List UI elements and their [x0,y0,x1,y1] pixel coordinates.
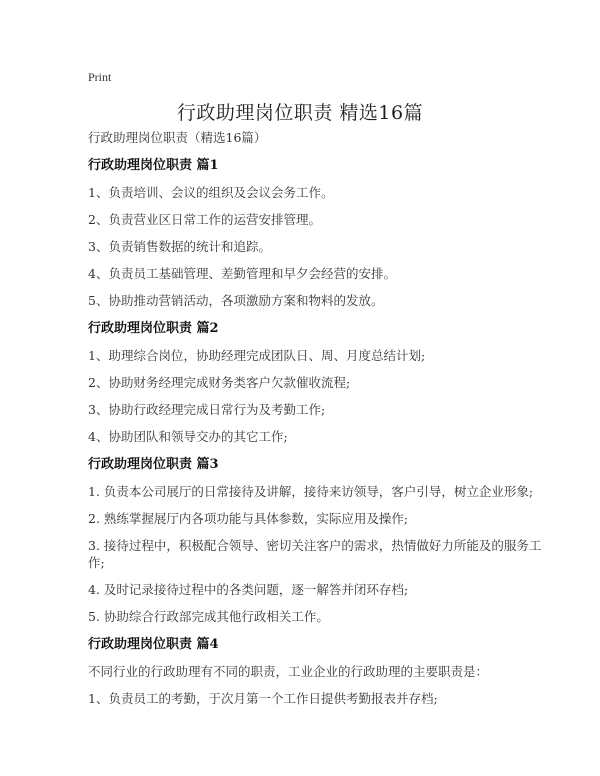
list-item: 1. 负责本公司展厅的日常接待及讲解，接待来访领导，客户引导，树立企业形象; [88,484,534,499]
list-item: 5. 协助综合行政部完成其他行政相关工作。 [88,609,329,624]
list-item: 4、负责员工基础管理、差勤管理和早夕会经营的安排。 [88,266,396,281]
list-item: 2. 熟练掌握展厅内各项功能与具体参数，实际应用及操作; [88,511,409,526]
section-heading-4: 行政助理岗位职责 篇4 [88,637,219,652]
list-item: 1、负责员工的考勤，于次月第一个工作日提供考勤报表并存档; [88,691,438,706]
list-item: 1、负责培训、会议的组织及会议会务工作。 [88,185,334,200]
print-label: Print [88,70,112,84]
section-heading-2: 行政助理岗位职责 篇2 [88,321,219,336]
list-item: 3. 接待过程中，积极配合领导、密切关注客户的需求，热情做好力所能及的服务工作; [88,538,542,570]
section-heading-1: 行政助理岗位职责 篇1 [88,158,219,173]
list-item: 4. 及时记录接待过程中的各类问题，逐一解答并闭环存档; [88,582,409,597]
document-title: 行政助理岗位职责 精选16篇 [176,102,424,124]
list-item: 3、负责销售数据的统计和追踪。 [88,239,271,254]
document-body [88,128,548,717]
list-item: 4、协助团队和领导交办的其它工作; [88,429,288,444]
list-item: 5、协助推动营销活动，各项激励方案和物料的发放。 [88,293,384,308]
section-heading-3: 行政助理岗位职责 篇3 [88,457,219,472]
list-item: 1、助理综合岗位，协助经理完成团队日、周、月度总结计划; [88,348,426,363]
document-subtitle: 行政助理岗位职责（精选16篇） [88,130,267,145]
list-item: 不同行业的行政助理有不同的职责，工业企业的行政助理的主要职责是： [88,664,489,679]
list-item: 2、负责营业区日常工作的运营安排管理。 [88,212,321,227]
list-item: 2、协助财务经理完成财务类客户欠款催收流程; [88,375,351,390]
list-item: 3、协助行政经理完成日常行为及考勤工作; [88,402,326,417]
